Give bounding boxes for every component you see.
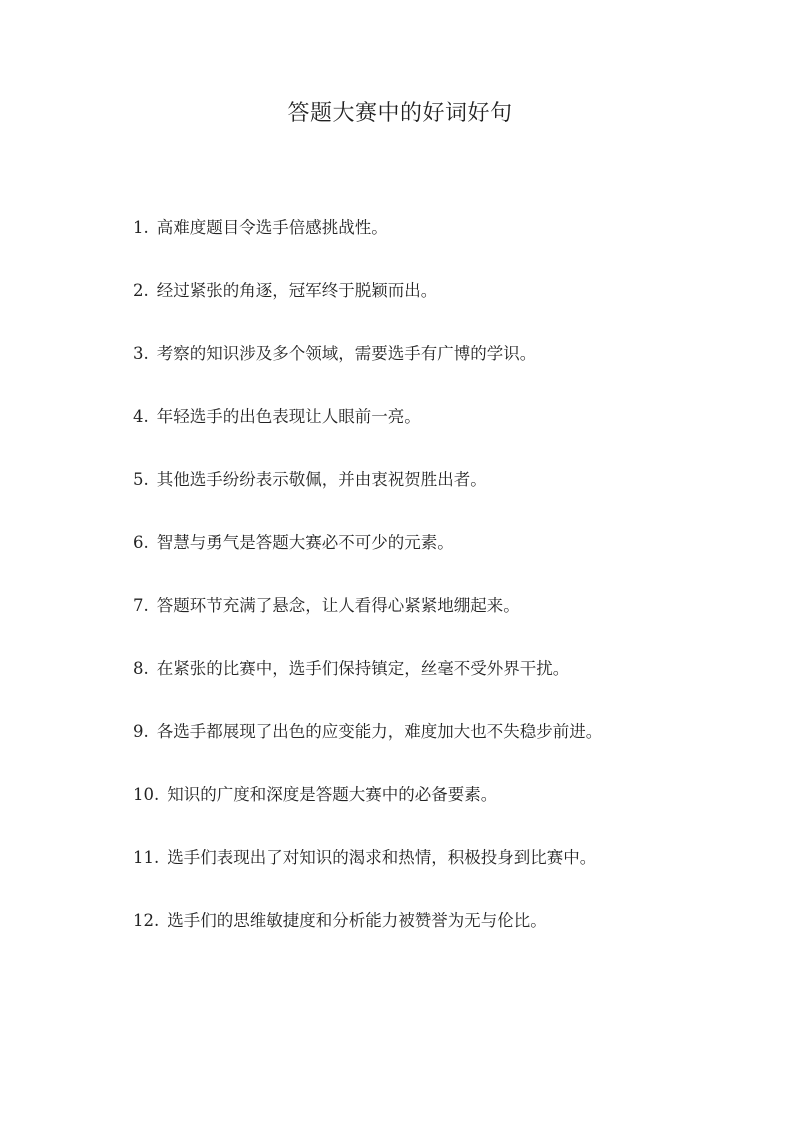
list-item <box>133 403 773 431</box>
item-number: 12. <box>133 911 160 930</box>
list-item <box>133 781 773 809</box>
page-title: 答题大赛中的好词好句 <box>287 101 513 126</box>
item-number: 7. <box>133 596 149 615</box>
item-number: 1. <box>133 218 149 237</box>
item-text: 其他选手纷纷表示敬佩，并由衷祝贺胜出者。 <box>156 470 487 489</box>
list-item <box>133 529 773 557</box>
item-text: 智慧与勇气是答题大赛必不可少的元素。 <box>156 533 454 552</box>
item-text: 答题环节充满了悬念，让人看得心紧紧地绷起来。 <box>156 596 520 615</box>
item-text: 选手们表现出了对知识的渴求和热情，积极投身到比赛中。 <box>167 848 597 867</box>
list-item <box>133 466 773 494</box>
item-text: 经过紧张的角逐，冠军终于脱颖而出。 <box>156 281 438 300</box>
list-item <box>133 844 773 872</box>
list-item <box>133 718 773 746</box>
item-number: 4. <box>133 407 149 426</box>
item-text: 各选手都展现了出色的应变能力，难度加大也不失稳步前进。 <box>156 722 603 741</box>
item-text: 在紧张的比赛中，选手们保持镇定，丝毫不受外界干扰。 <box>156 659 570 678</box>
item-number: 5. <box>133 470 149 489</box>
item-number: 3. <box>133 344 149 363</box>
item-number: 2. <box>133 281 149 300</box>
item-number: 6. <box>133 533 149 552</box>
item-text: 考察的知识涉及多个领域，需要选手有广博的学识。 <box>156 344 537 363</box>
list-item <box>133 592 773 620</box>
item-number: 10. <box>133 785 160 804</box>
item-text: 选手们的思维敏捷度和分析能力被赞誉为无与伦比。 <box>167 911 547 930</box>
item-number: 9. <box>133 722 149 741</box>
list-item <box>133 907 773 935</box>
item-number: 8. <box>133 659 149 678</box>
item-text: 年轻选手的出色表现让人眼前一亮。 <box>156 407 421 426</box>
list-item <box>133 340 773 368</box>
list-item <box>133 655 773 683</box>
item-text: 高难度题目令选手倍感挑战性。 <box>156 218 388 237</box>
list-item <box>133 214 773 242</box>
list-item <box>133 277 773 305</box>
item-text: 知识的广度和深度是答题大赛中的必备要素。 <box>167 785 498 804</box>
item-number: 11. <box>133 848 160 867</box>
